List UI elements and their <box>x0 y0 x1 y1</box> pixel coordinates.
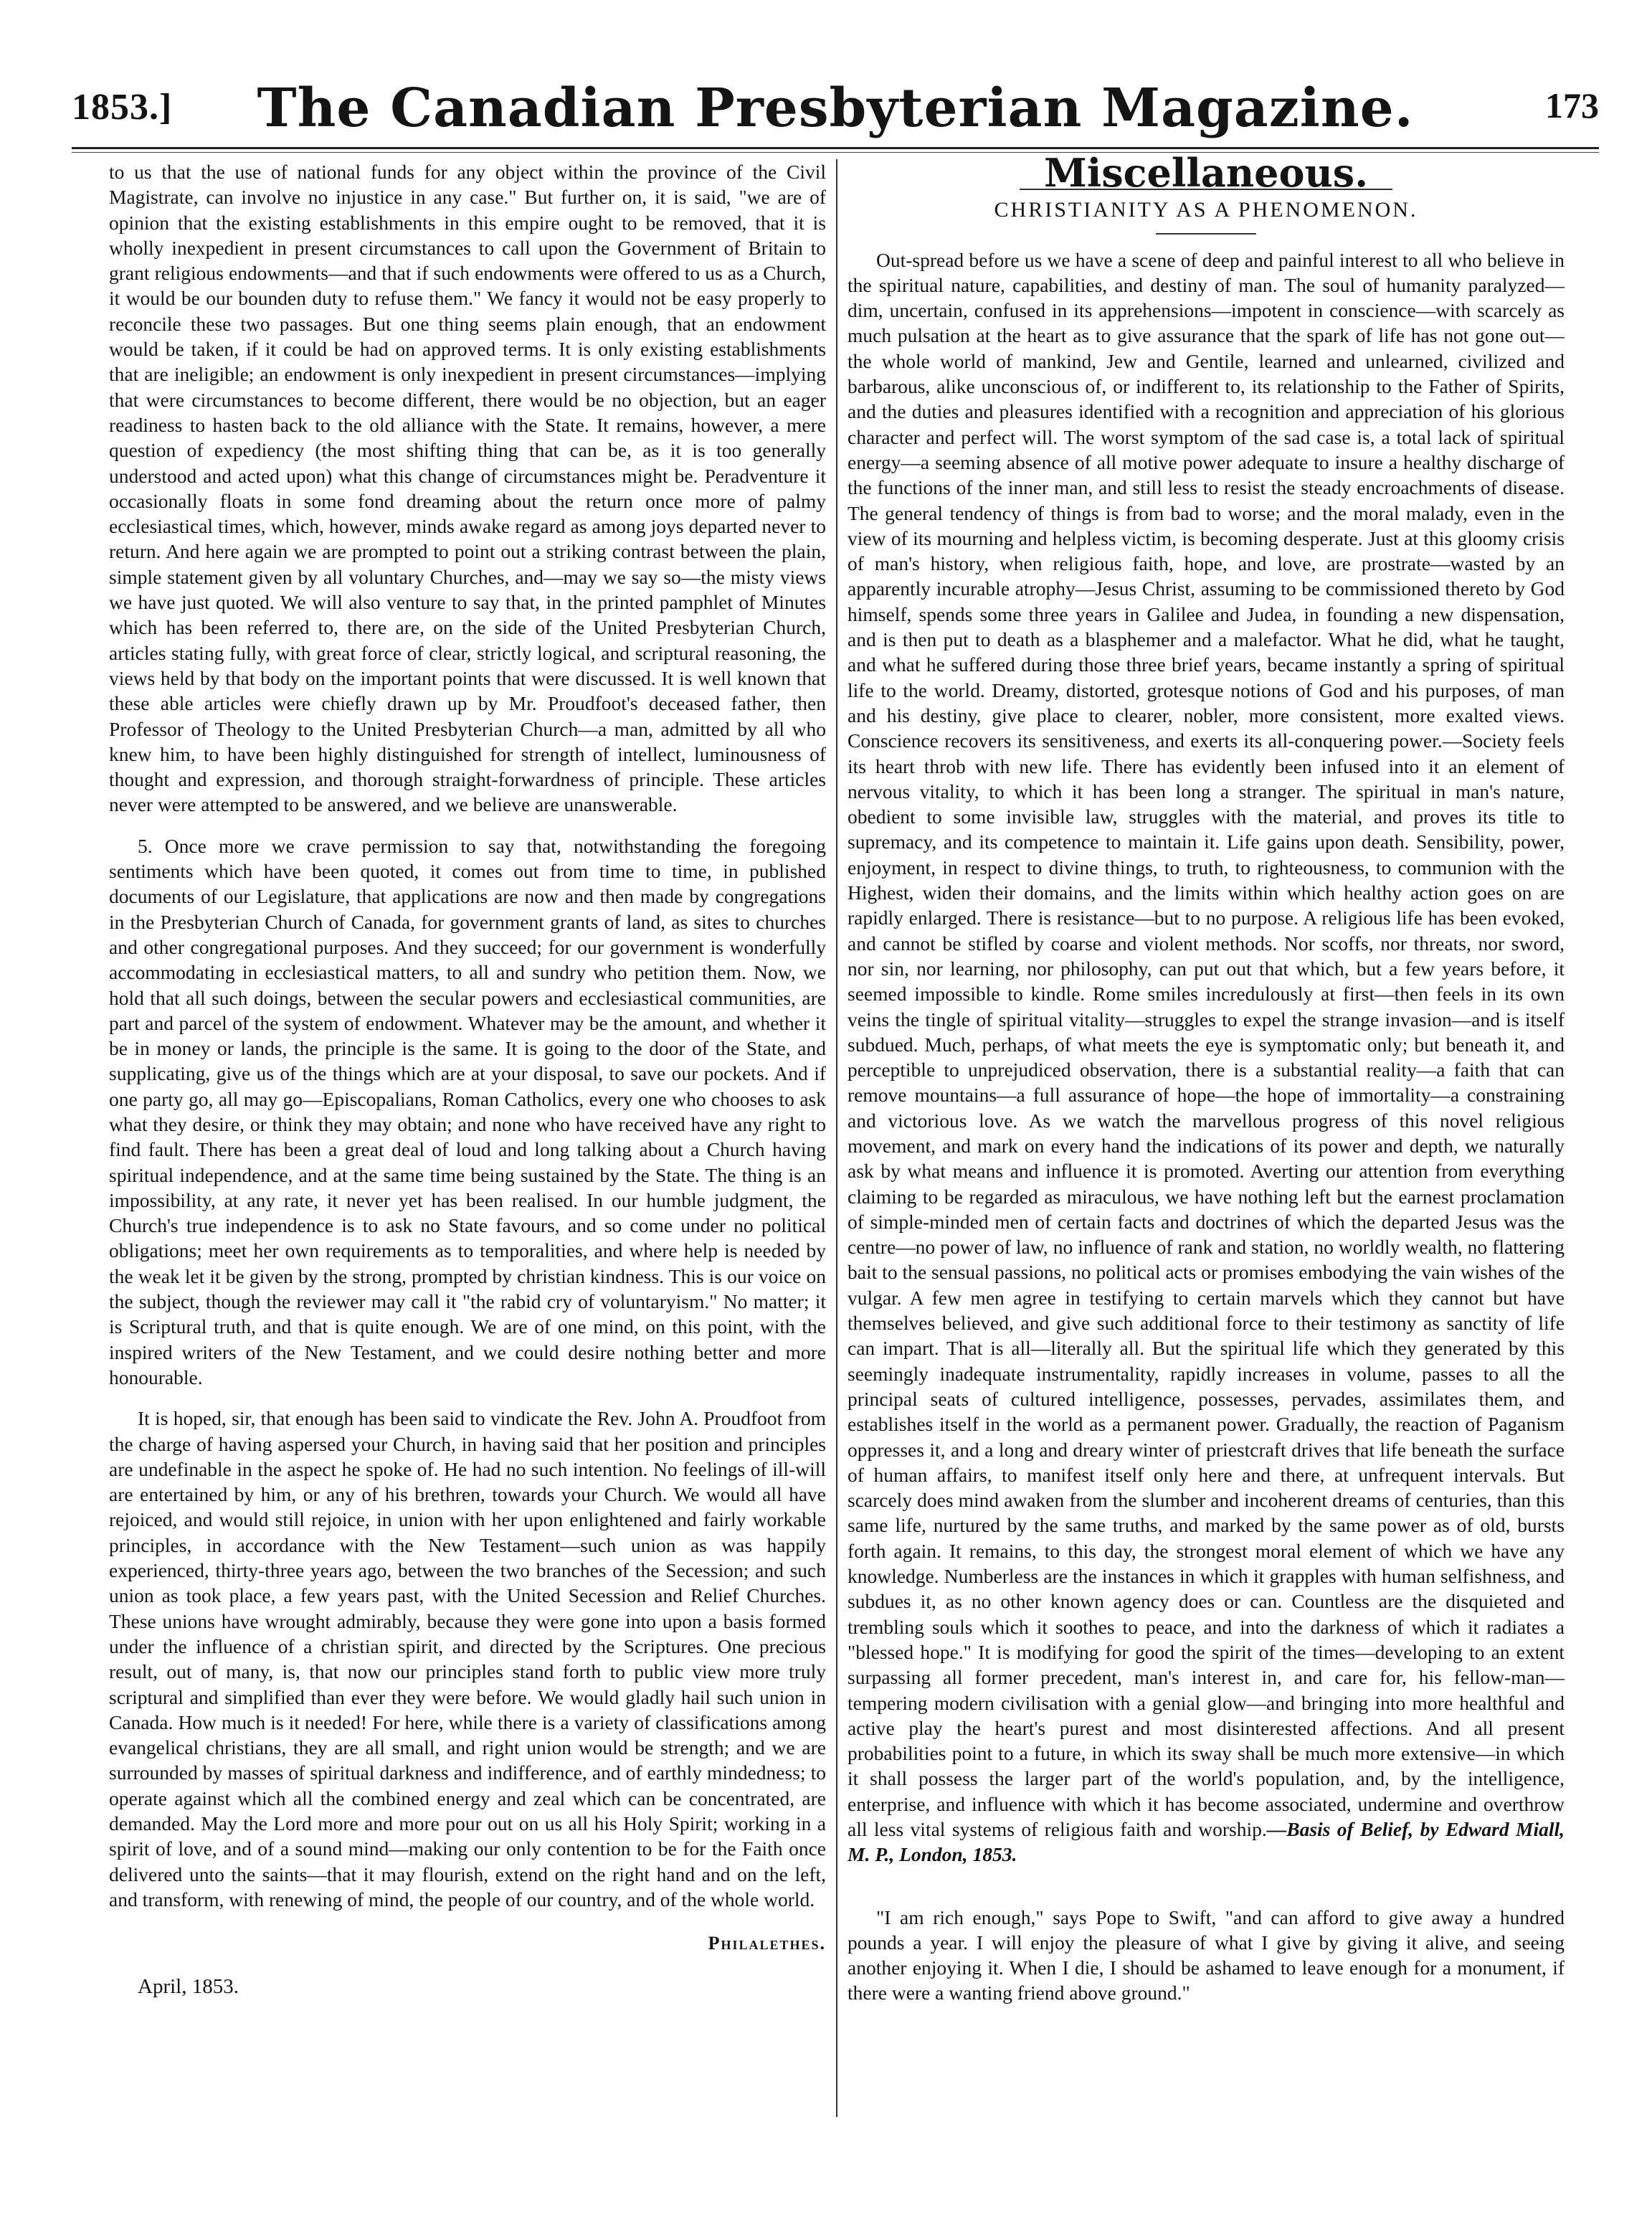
author-signature: Philalethes. <box>708 1933 826 1954</box>
running-head <box>72 77 1599 149</box>
section-heading: Miscellaneous. <box>1043 150 1369 196</box>
article-text: Out-spread before us we have a scene of deep and painful interest to all who believe in the spiritual nature, capabilities, and destiny of man. The soul of humanity paralyzed—dim, uncertain, confused in its apprehensions—impotent in conscience—with scarcely as much pulsation at the heart as to give assurance that the spark of life has not gone out—the whole world of mankind, Jew and Gentile, learned and unlearned, civilized and barbarous, alike unconscious of, or indifferent to, its relationship to the Father of Spirits, and the duties and pleasures identified with a recognition and appreciation of his glorious character and perfect will. The worst symptom of the sad case is, a total lack of spiritual energy—a seeming absence of all motive power adequate to insure a healthy discharge of the functions of the inner man, and still less to resist the steady encroachments of disease. The general tendency of things is from bad to worse; and the moral malady, even in the view of its mourning and helpless victim, is becoming desperate. Just at this gloomy crisis of man's history, when religious faith, hope, and love, are prostrate—wasted by an apparently incurable atrophy—Jesus Christ, assuming to be commissioned thereto by God himself, spends some three years in Galilee and Judea, in founding a new dispensation, and is then put to death as a blasphemer and a malefactor. What he did, what he taught, and what he suffered during those three brief years, became instantly a spring of spiritual life to the world. Dreamy, distorted, grotesque notions of God and his purposes, of man and his destiny, give place to clearer, nobler, more consistent, more exalted views. Conscience recovers its sensitiveness, and exerts its all-conquering power.—Society feels its heart throb with new life. There has evidently been infused into it an element of nervous vitality, to which it has been long a stranger. The spiritual in man's nature, obedient to some invisible law, struggles with the material, and proves its title to supremacy, and its competence to maintain it. Life gains upon death. Sensibility, power, enjoyment, in respect to divine things, to truth, to righteousness, to communion with the Highest, widen their domains, and the limits within which healthy action goes on are rapidly enlarged. There is resistance—but to no purpose. A religious life has been evoked, and cannot be stifled by coarse and violent methods. Nor scoffs, nor threats, nor sword, nor sin, nor learning, nor philosophy, can put out that which, but a few years before, it seemed impossible to kindle. Rome smiles incredulously at first—then feels in its own veins the tingle of spiritual vitality—struggles to expel the strange invasion—and is itself subdued. Much, perhaps, of what meets the eye is symptomatic only; but beneath it, and perceptible to unprejudiced observation, there is a substantial reality—a faith that can remove mountains—a full assurance of hope—the hope of immortality—a constraining and victorious love. As we watch the marvellous progress of this novel religious movement, and mark on every hand the indications of its power and depth, we naturally ask by what means and influence it is promoted. Averting our attention from everything claiming to be regarded as miraculous, we have nothing left but the earnest proclamation of simple-minded men of certain facts and doctrines of which the departed Jesus was the centre—no power of law, no influence of rank and station, no worldly wealth, no flattering bait to the sensual passions, no political acts or promises embodying the vain wishes of the vulgar. A few men agree in testifying to certain marvels which they cannot but have themselves believed, and give such additional force to their testimony as sanctity of life can impart. That is all—literally all. But the spiritual life which they generated by this seemingly inadequate instrumentality, rapidly increases in volume, passes to all the principal seats of cultured intelligence, possesses, pervades, assimilates them, and establishes itself in the world as a permanent power. Gradually, the reaction of Paganism oppresses it, and a long and dreary winter of priestcraft drives that life beneath the surface of human affairs, to manifest itself only here and there, at unfrequent intervals. But scarcely does mind awaken from the slumber and incoherent dreams of centuries, than this same life, nurtured by the same truths, and marked by the same power as of old, bursts forth again. It remains, to this day, the strongest moral element of which we have any knowledge. Numberless are the instances in which it grapples with human selfishness, and subdues it, as no other known agency does or can. Countless are the disquieted and trembling souls which it soothes to peace, and into the darkness of which it radiates a "blessed hope." It is modifying for good the spirit of the times—developing to an extent surpassing all former precedent, man's interest in, and care for, his fellow-man—tempering modern civilisation with a genial glow—and bringing into more healthful and active play the heart's purest and most disinterested affections. And all present probabilities point to a future, in which its sway shall be much more extensive—in which it shall possess the larger part of the world's population, and, by the intelligence, enterprise, and influence with which it has become associated, undermine and overthrow all less vital systems of religious faith and worship. <box>848 248 1565 1840</box>
paragraph-closing: It is hoped, sir, that enough has been said to vindicate the Rev. John A. Proudfoot from the charge of having aspersed your Church, in having said that her position and principles are undefinable in the aspect he spoke of. He had no such intention. No feelings of ill-will are entertained by him, or any of his brethren, towards your Church. We would all have rejoiced, and would still rejoice, in union with her upon enlightened and fairly workable principles, in accordance with the New Testament—such union as was happily experienced, thirty-three years ago, between the two branches of the Secession; and such union as took place, a few years past, with the United Secession and Relief Churches. These unions have wrought admirably, because they were gone into upon a basis formed under the influence of a christian spirit, and directed by the Scriptures. One precious result, out of many, is, that now our principles stand forth to public view more truly scriptural and simplified than ever they were before. We would gladly hail such union in Canada. How much is it needed! For here, while there is a variety of classifications among evangelical christians, they are all small, and right union would be strength; and we are surrounded by masses of spiritual darkness and indifference, and of earthly mindedness; to operate against which all the combined energy and zeal which can be concentrated, are demanded. May the Lord more and more pour out on us all his Holy Spirit; working in a spirit of love, and of a sound mind—making our only contention to be for the Faith once delivered unto the saints—that it may flourish, extend on the right hand and on the left, and transform, with renewing of mind, the people of our country, and of the whole world. <box>109 1407 826 1911</box>
paragraph-point-five: 5. Once more we crave permission to say that, notwithstanding the foregoing sentiments which have been quoted, it comes out from time to time, in published documents of our Legislature, that applications are now and then made by congregations in the Presbyterian Church of Canada, for government grants of land, as sites to churches and other congregational purposes. And they succeed; for our government is wonderfully accommodating in ecclesiastical matters, to all and sundry who petition them. Now, we hold that all such doings, between the secular powers and ecclesiastical communities, are part and parcel of the system of endowment. Whatever may be the amount, and whether it be in money or lands, the principle is the same. It is going to the door of the State, and supplicating, give us of the things which are at your disposal, to save our pockets. And if one party go, all may go—Episcopalians, Roman Catholics, every one who chooses to ask what they desire, or think they may obtain; and none who have received have any right to find fault. There has been a great deal of loud and long talking about a Church having spiritual independence, and at the same time being sustained by the State. The thing is an impossibility, at any rate, it never yet has been realised. In our humble judgment, the Church's true independence is to ask no State favours, and so come under no political obligations; meet her own requirements as to temporalities, and where help is needed by the weak let it be given by the strong, prompted by christian kindness. This is our voice on the subject, though the reviewer may call it "the rabid cry of voluntaryism." No matter; it is Scriptural truth, and that is quite enough. We are of one mind, on this point, with the inspired writers of the New Testament, and we could desire nothing better and more honourable. <box>109 834 826 1388</box>
header-rule-thin <box>72 152 1599 153</box>
magazine-title: The Canadian Presbyterian Magazine. <box>257 77 1414 139</box>
article-title-rule <box>1156 233 1256 235</box>
article-body <box>848 247 1565 1868</box>
right-column <box>848 150 1565 2210</box>
column-divider <box>836 159 837 2117</box>
paragraph-continued: to us that the use of national funds for any object within the province of the Civil Magistrate, can involve no injustice in any case." But further on, it is said, "we are of opinion that the existing establishments in this empire ought to be removed, that it is wholly inexpedient in present circumstances to call upon the Government of Britain to grant religious endowments—and that if such endowments were offered to us as a Church, it would be our bounden duty to refuse them." We fancy it would not be easy properly to reconcile these two passages. But one thing seems plain enough, that an endowment would be taken, if it could be had on approved terms. It is only existing establishments that are ineligible; an endowment is only inexpedient in present circumstances—implying that were circumstances to become different, there would be no objection, but an eager readiness to hasten back to the old alliance with the State. It remains, however, a mere question of expediency (the most shifting thing that can be, as it is too generally understood and acted upon) what this change of circumstances might be. Peradventure it occasionally floats in some fond dreaming about the return once more of palmy ecclesiastical times, which, however, minds awake regard as among joys departed never to return. And here again we are prompted to point out a striking contrast between the plain, simple statement given by all voluntary Churches, and—may we say so—the misty views we have just quoted. We will also venture to say that, in the printed pamphlet of Minutes which has been referred to, there are, on the side of the United Presbyterian Church, articles stating fully, with great force of clear, strictly logical, and scriptural reasoning, the views held by that body on the important points that were discussed. It is well known that these able articles were chiefly drawn up by Mr. Proudfoot's deceased father, then Professor of Theology to the United Presbyterian Church—a man, admitted by all who knew him, to have been highly distinguished for strength of intellect, luminousness of thought and expression, and thorough straight-forwardness of principle. These articles never were attempted to be answered, and we believe are unanswerable. <box>109 161 826 816</box>
page-number: 173 <box>1545 85 1599 126</box>
issue-date: 1853.] <box>72 87 173 128</box>
letter-dateline: April, 1853. <box>138 1975 239 1999</box>
article-title: CHRISTIANITY AS A PHENOMENON. <box>994 198 1418 222</box>
left-column <box>109 159 826 2210</box>
header-rule <box>72 147 1599 149</box>
article-source: —Basis of Belief, by Edward Miall, M. P., London, 1853. <box>848 1818 1565 1866</box>
anecdote-paragraph: "I am rich enough," says Pope to Swift, "and can afford to give away a hundred pounds a year. I will enjoy the pleasure of what I give by giving it alive, and seeing another enjoying it. When I die, I should be ashamed to leave enough for a monument, if there were a wanting friend above ground." <box>848 1906 1565 2004</box>
